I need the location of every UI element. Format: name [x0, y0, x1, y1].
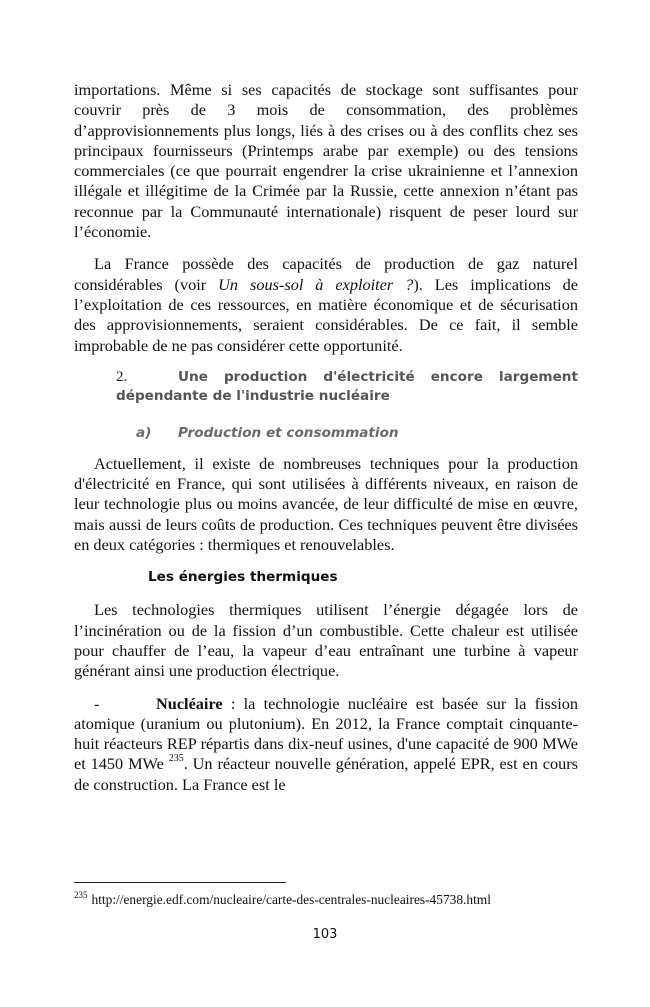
subheading-thermal: Les énergies thermiques [148, 569, 338, 586]
paragraph-nuclear-text-1: : la technologie nucléaire est basée sur la fission atomique (uranium ou plutonium). En 2012, la France comptait cinquante-huit réacteurs REP répartis dans dix-neuf usines, d'une capacité de 900 MWe et 1450 MWe [74, 693, 578, 774]
footnote-url[interactable]: http://energie.edf.com/nucleaire/carte-des-centrales-nucleaires-45738.html [91, 892, 491, 907]
section-heading-2 [116, 368, 578, 406]
section-title: Une production d'électricité encore largement dépendante de l'industrie nucléaire [116, 368, 578, 404]
footnote-reference[interactable]: 235 [168, 753, 184, 765]
page-number: 103 [312, 927, 338, 942]
paragraph-techniques: Actuellement, il existe de nombreuses techniques pour la production d'électricité en France, qui sont utilisées à différents niveaux, en raison de leur technologie plus ou moins avancée, de leur difficulté de mise en œuvre, mais aussi de leurs coûts de production. Ces techniques peuvent être divisées en deux catégories : thermiques et renouvelables. [74, 453, 578, 555]
subsection-title: Production et consommation [178, 424, 399, 441]
term-nuclear: Nucléaire [156, 693, 223, 713]
footnote-divider [74, 882, 286, 883]
footnote-number: 235 [74, 890, 88, 900]
paragraph-importations: importations. Même si ses capacités de stockage sont suffisantes pour couvrir près de 3 mois de consommation, des problèmes d’approvisionnements plus longs, liés à des crises ou à des conflits chez ses principaux fournisseurs (Printemps arabe par exemple) ou des tensions commerciales (ce que pourrait engendrer la crise ukrainienne et l’annexion illégale et illégitime de la Crimée par la Russie, cette annexion n’étant pas reconnue par la Communauté internationale) risquent de peser lourd sur l’économie. [74, 80, 578, 242]
subsection-heading [136, 424, 578, 443]
paragraph-gas-production [74, 254, 578, 355]
subsection-number: a) [136, 424, 152, 441]
cross-reference-link: Un sous-sol à exploiter ? [218, 274, 414, 294]
page-body [74, 80, 578, 795]
paragraph-nuclear-text-2: . Un réacteur nouvelle génération, appelé EPR, est en cours de construction. La France est le [74, 754, 578, 794]
footnote [74, 892, 491, 908]
paragraph-thermal: Les technologies thermiques utilisent l’énergie dégagée lors de l’incinération ou de la fission d’un combustible. Cette chaleur est utilisée pour chauffer de l’eau, la vapeur d’eau entraînant une turbine à vapeur générant ainsi une production électrique. [74, 600, 578, 681]
paragraph-gas-text-2: ). Les implications de l’exploitation de ces ressources, en matière économique et de sécurisation des approvisionnements, seraient considérables. De ce fait, il semble improbable de ne pas considérer cette opportunité. [74, 274, 579, 355]
section-number: 2. [116, 368, 128, 385]
paragraph-gas-text-1: La France possède des capacités de production de gaz naturel considérables (voir [74, 254, 578, 294]
paragraph-nuclear [74, 694, 578, 795]
list-dash: - [94, 693, 100, 713]
